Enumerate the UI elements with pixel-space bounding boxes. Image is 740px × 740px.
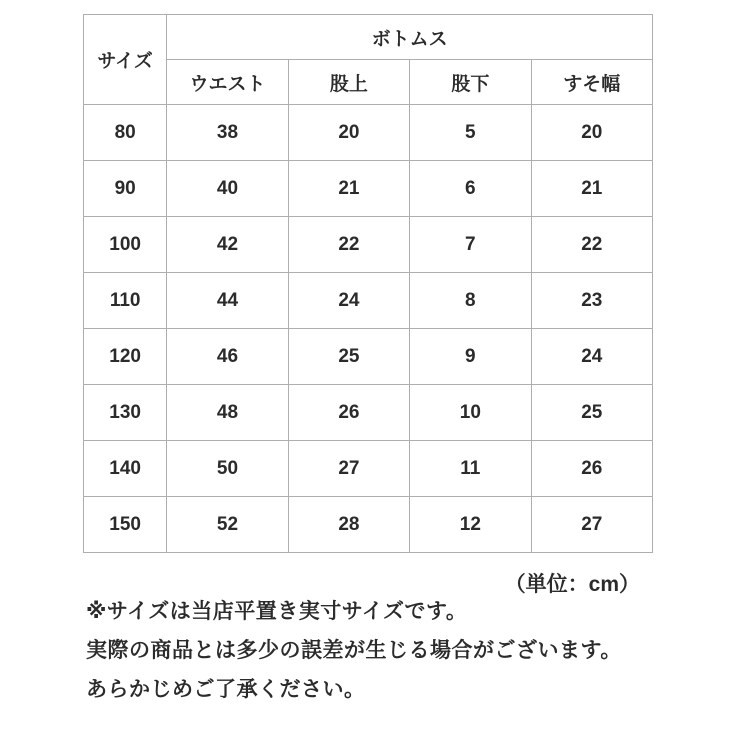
col-header-hem-width: すそ幅 — [531, 60, 652, 105]
value-cell: 9 — [410, 329, 531, 385]
table-row — [84, 329, 653, 385]
value-cell: 8 — [410, 273, 531, 329]
col-header-inseam: 股下 — [410, 60, 531, 105]
value-cell: 25 — [531, 385, 652, 441]
size-column-header: サイズ — [84, 15, 167, 105]
value-cell: 10 — [410, 385, 531, 441]
value-cell: 40 — [167, 161, 288, 217]
table-row — [84, 161, 653, 217]
size-cell: 110 — [84, 273, 167, 329]
value-cell: 26 — [288, 385, 409, 441]
col-header-waist: ウエスト — [167, 60, 288, 105]
size-chart-table — [83, 14, 653, 553]
footnote-line-1: ※サイズは当店平置き実寸サイズです。 — [86, 600, 468, 623]
value-cell: 12 — [410, 497, 531, 553]
table-row — [84, 441, 653, 497]
value-cell: 20 — [288, 105, 409, 161]
value-cell: 22 — [531, 217, 652, 273]
table-row — [84, 385, 653, 441]
value-cell: 23 — [531, 273, 652, 329]
size-cell: 130 — [84, 385, 167, 441]
value-cell: 21 — [531, 161, 652, 217]
group-header-bottoms: ボトムス — [167, 15, 653, 60]
value-cell: 52 — [167, 497, 288, 553]
value-cell: 5 — [410, 105, 531, 161]
value-cell: 42 — [167, 217, 288, 273]
size-cell: 140 — [84, 441, 167, 497]
size-cell: 100 — [84, 217, 167, 273]
footnote-line-2: 実際の商品とは多少の誤差が生じる場合がございます。 — [86, 639, 622, 663]
table-row — [84, 273, 653, 329]
table-row — [84, 105, 653, 161]
value-cell: 25 — [288, 329, 409, 385]
unit-note: （単位：cm） — [504, 573, 640, 596]
size-cell: 150 — [84, 497, 167, 553]
value-cell: 46 — [167, 329, 288, 385]
size-cell: 120 — [84, 329, 167, 385]
value-cell: 26 — [531, 441, 652, 497]
col-header-rise: 股上 — [288, 60, 409, 105]
value-cell: 28 — [288, 497, 409, 553]
value-cell: 24 — [288, 273, 409, 329]
value-cell: 38 — [167, 105, 288, 161]
table-row — [84, 497, 653, 553]
footnote-line-3: あらかじめご了承ください。 — [86, 678, 366, 702]
value-cell: 7 — [410, 217, 531, 273]
table-row — [84, 217, 653, 273]
value-cell: 20 — [531, 105, 652, 161]
value-cell: 6 — [410, 161, 531, 217]
value-cell: 50 — [167, 441, 288, 497]
value-cell: 48 — [167, 385, 288, 441]
value-cell: 27 — [288, 441, 409, 497]
value-cell: 27 — [531, 497, 652, 553]
value-cell: 22 — [288, 217, 409, 273]
value-cell: 44 — [167, 273, 288, 329]
size-cell: 90 — [84, 161, 167, 217]
value-cell: 21 — [288, 161, 409, 217]
footnotes — [86, 600, 686, 717]
value-cell: 24 — [531, 329, 652, 385]
size-cell: 80 — [84, 105, 167, 161]
value-cell: 11 — [410, 441, 531, 497]
